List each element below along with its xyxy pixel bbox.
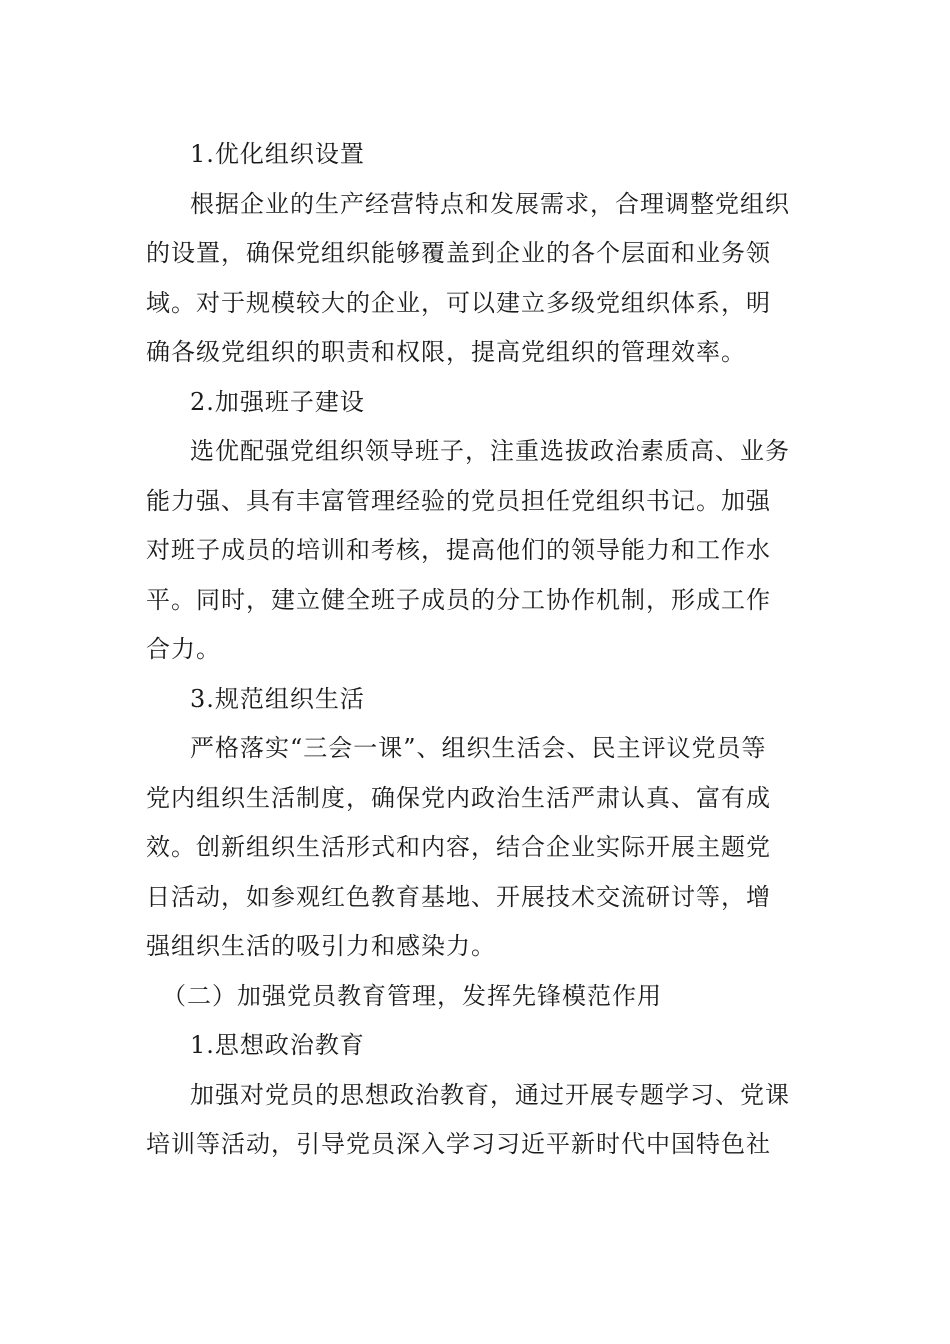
paragraph-line: 合力。 xyxy=(146,635,221,663)
paragraph-line: 选优配强党组织领导班子，注重选拔政治素质高、业务 xyxy=(190,437,790,465)
paragraph-line: 确各级党组织的职责和权限，提高党组织的管理效率。 xyxy=(146,338,746,366)
document-body xyxy=(146,130,806,1170)
paragraph-line: 培训等活动，引导党员深入学习习近平新时代中国特色社 xyxy=(146,1130,771,1158)
section-heading-member-education: （二）加强党员教育管理，发挥先锋模范作用 xyxy=(162,981,662,1010)
subheading-political-education: 1.思想政治教育 xyxy=(190,1031,365,1059)
paragraph-line: 强组织生活的吸引力和感染力。 xyxy=(146,932,496,960)
paragraph-line: 平。同时，建立健全班子成员的分工协作机制，形成工作 xyxy=(146,585,771,614)
paragraph-line: 域。对于规模较大的企业，可以建立多级党组织体系，明 xyxy=(146,288,771,317)
paragraph-line: 加强对党员的思想政治教育，通过开展专题学习、党课 xyxy=(190,1080,790,1109)
paragraph-line: 对班子成员的培训和考核，提高他们的领导能力和工作水 xyxy=(146,536,771,564)
paragraph-line: 能力强、具有丰富管理经验的党员担任党组织书记。加强 xyxy=(146,486,771,515)
paragraph-line: 日活动，如参观红色教育基地、开展技术交流研讨等，增 xyxy=(146,882,771,911)
subheading-team-building: 2.加强班子建设 xyxy=(190,387,365,416)
paragraph-line: 根据企业的生产经营特点和发展需求，合理调整党组织 xyxy=(190,189,790,218)
subheading-optimize-organization: 1.优化组织设置 xyxy=(190,140,365,168)
paragraph-line: 效。创新组织生活形式和内容，结合企业实际开展主题党 xyxy=(146,833,771,861)
paragraph-line: 的设置，确保党组织能够覆盖到企业的各个层面和业务领 xyxy=(146,239,771,267)
paragraph-line: 严格落实“三会一课”、组织生活会、民主评议党员等 xyxy=(190,734,767,762)
paragraph-line: 党内组织生活制度，确保党内政治生活严肃认真、富有成 xyxy=(146,783,771,812)
subheading-organizational-life: 3.规范组织生活 xyxy=(190,684,365,713)
